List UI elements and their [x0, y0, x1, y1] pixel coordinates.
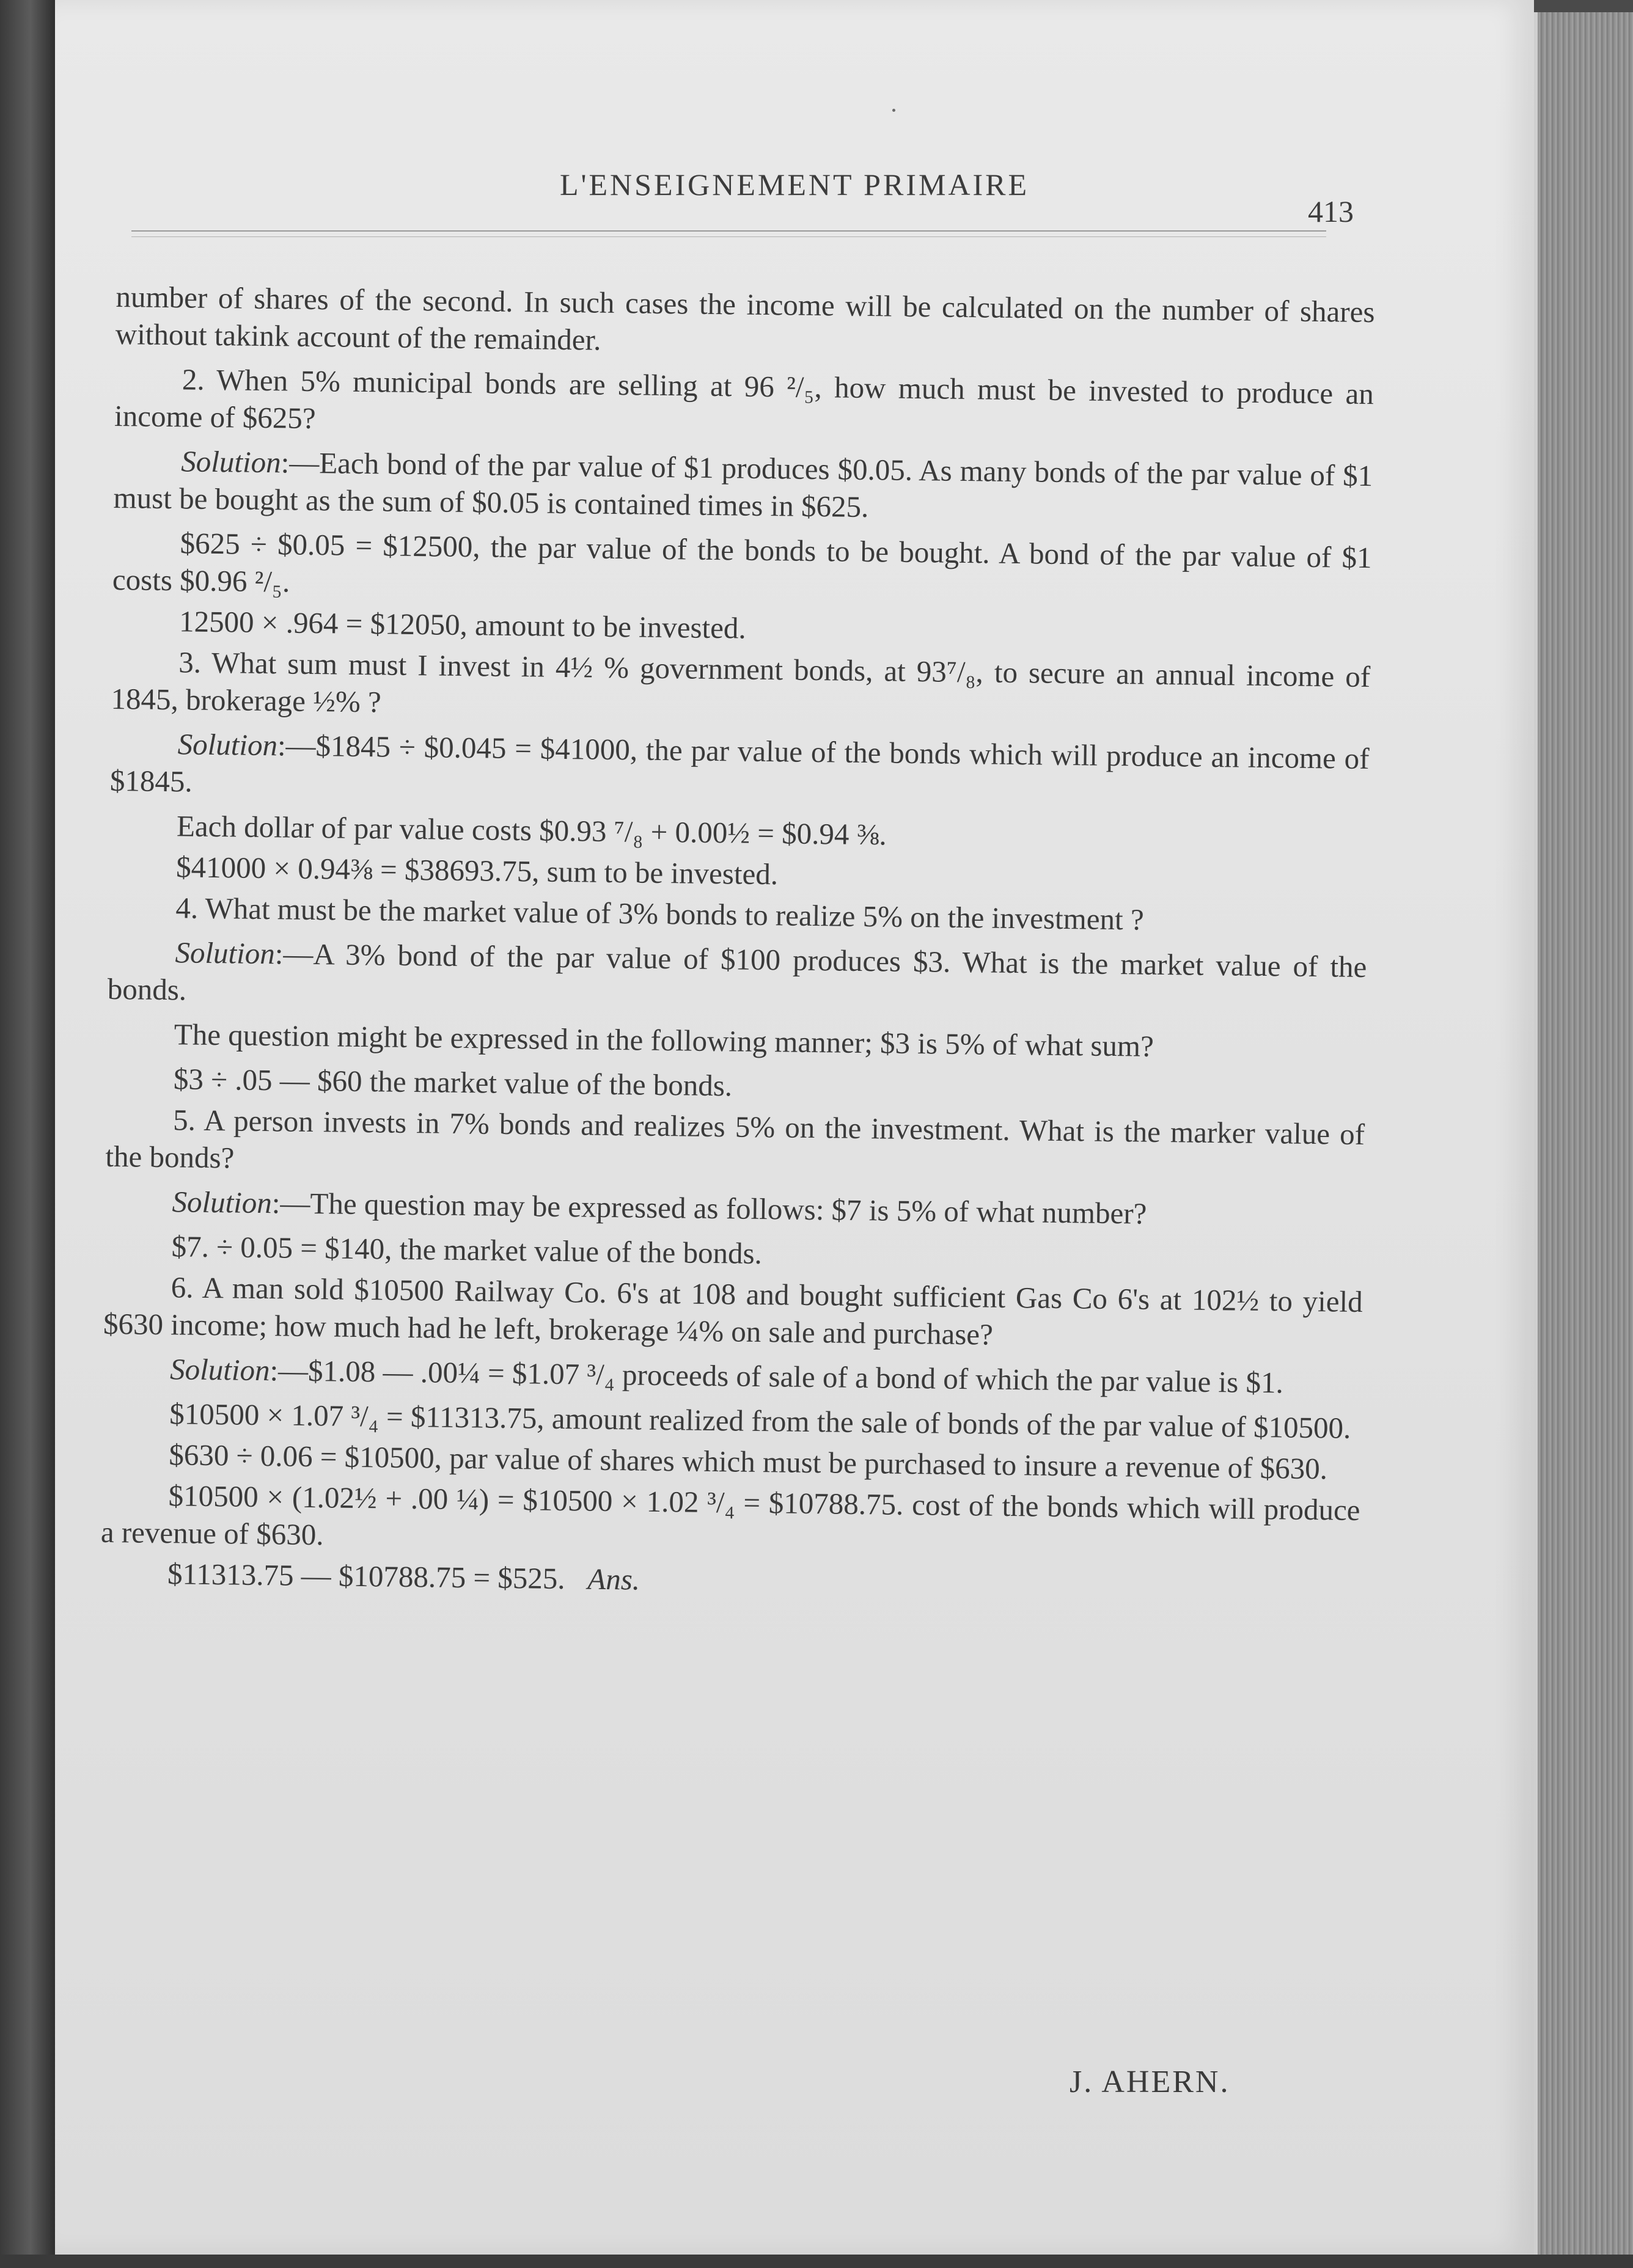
problem-4: 4. What must be the market value of 3% bonds to realize 5% on the investment ? [175, 891, 1144, 937]
solution-4 [107, 933, 1367, 1023]
running-title: L'ENSEIGNEMENT PRIMAIRE [559, 167, 1030, 202]
page-header [55, 162, 1534, 229]
problem-2: 2. When 5% municipal bonds are selling at 96 ²/₅, how much must be invested to produce an income of $625? [114, 362, 1374, 436]
header-rule [131, 230, 1326, 237]
solution-text: :—The question may be expressed as follows: $7 is 5% of what number? [271, 1186, 1147, 1231]
solution-text: :—Each bond of the par value of $1 produces $0.05. As many bonds of the par value of $1 must be bought as the sum of $0.05 is contained times in $625. [113, 445, 1373, 524]
scan-border-bottom [0, 2255, 1633, 2268]
author-signature: J. AHERN. [1070, 2065, 1230, 2099]
calculation: $630 ÷ 0.06 = $10500, par value of shares which must be purchased to insure a revenue of $630. [169, 1438, 1328, 1486]
solution-label: Solution [181, 444, 282, 480]
solution-5 [105, 1182, 1364, 1235]
calculation: $10500 × (1.02½ + .00 ¼) = $10500 × 1.02 ³/₄ = $10788.75. cost of the bonds which will produce a revenue of $630. [100, 1479, 1360, 1552]
solution-2 [113, 442, 1373, 532]
solution-text: :—$1.08 — .00¼ = $1.07 ³/₄ proceeds of sale of a bond of which the par value is $1. [270, 1353, 1284, 1400]
body-text [100, 278, 1375, 1611]
page-number: 413 [1308, 194, 1354, 229]
final-result: $11313.75 — $10788.75 = $525. [167, 1557, 565, 1596]
paragraph: number of shares of the second. In such cases the income will be calculated on the number of shares without takink account of the remainder. [115, 279, 1375, 357]
book-page-edges [1534, 12, 1633, 2268]
scan-border-left [0, 0, 55, 2268]
calculation: $625 ÷ $0.05 = $12500, the par value of the bonds to be bought. A bond of the par value of $1 costs $0.96 ²/₅. [112, 526, 1372, 599]
print-speck [892, 109, 895, 112]
calculation: $41000 × 0.94⅜ = $38693.75, sum to be invested. [175, 850, 779, 891]
paragraph: The question might be expressed in the following manner; $3 is 5% of what sum? [174, 1017, 1154, 1063]
solution-6 [103, 1350, 1362, 1402]
calculation: $3 ÷ .05 — $60 the market value of the bonds. [173, 1062, 733, 1103]
solution-3 [110, 725, 1370, 814]
calculation: 12500 × .964 = $12050, amount to be invested. [178, 604, 747, 645]
problem-5: 5. A person invests in 7% bonds and realizes 5% on the investment. What is the marker value of the bonds? [105, 1103, 1365, 1175]
solution-text: :—$1845 ÷ $0.045 = $41000, the par value of the bonds which will produce an income of $1845. [109, 728, 1370, 799]
solution-label: Solution [169, 1352, 270, 1388]
calculation: $7. ÷ 0.05 = $140, the market value of the bonds. [171, 1229, 763, 1271]
answer-label: Ans. [587, 1562, 640, 1597]
problem-6: 6. A man sold $10500 Railway Co. 6's at 108 and bought sufficient Gas Co 6's at 102½ to yield $630 income; how much had he left, brokerage ¼% on sale and purchase? [103, 1270, 1363, 1352]
problem-3: 3. What sum must I invest in 4½ % government bonds, at 93⁷/₈, to secure an annual income of 1845, brokerage ½% ? [111, 645, 1371, 719]
solution-label: Solution [172, 1185, 273, 1220]
solution-label: Solution [177, 727, 278, 763]
book-page [55, 0, 1534, 2255]
solution-text: :—A 3% bond of the par value of $100 produces $3. What is the market value of the bonds. [107, 937, 1367, 1007]
calculation: Each dollar of par value costs $0.93 ⁷/₈ + 0.00½ = $0.94 ⅜. [176, 809, 887, 852]
solution-label: Solution [175, 935, 276, 971]
calculation: $10500 × 1.07 ³/₄ = $11313.75, amount realized from the sale of bonds of the par value of $10500. [169, 1397, 1351, 1445]
